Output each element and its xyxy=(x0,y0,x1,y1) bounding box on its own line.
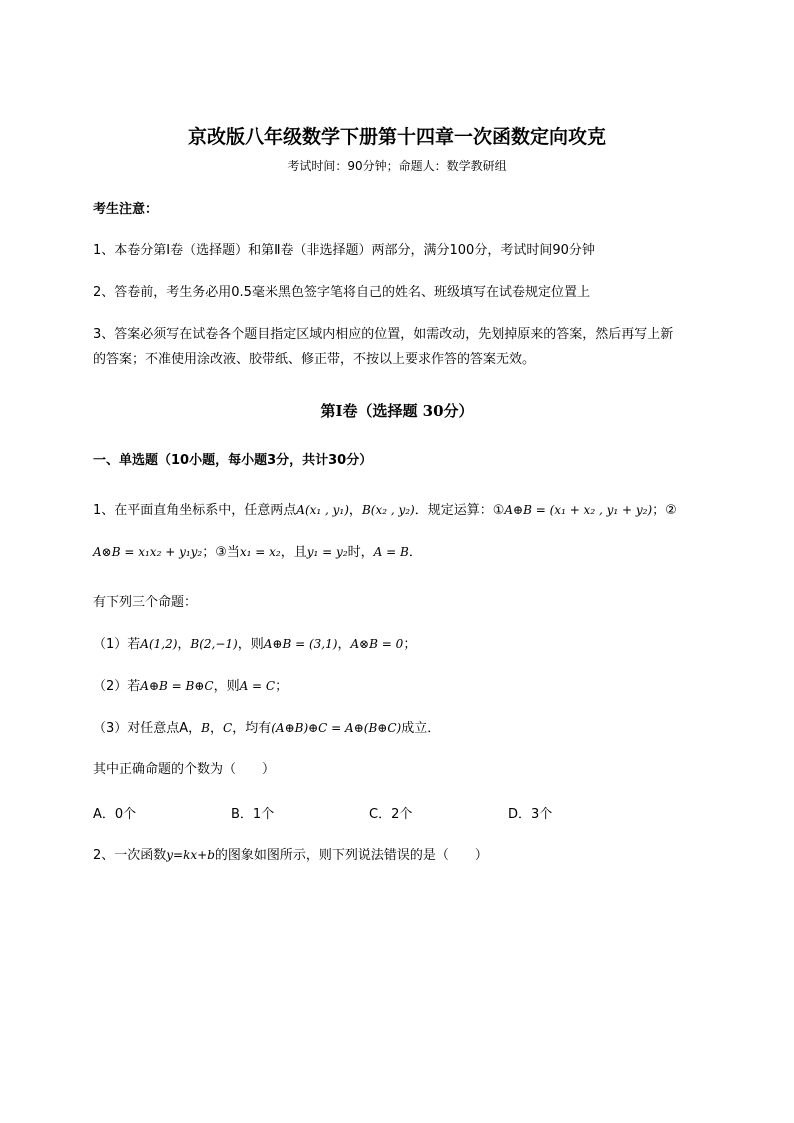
p1-point-b: B(2,−1) xyxy=(190,637,238,651)
p3-comma: ， xyxy=(210,721,224,736)
q1-sep2: ；② xyxy=(652,503,677,518)
q1-and: ，且 xyxy=(280,545,307,560)
notice-item-2: 2、答卷前，考生务必用0.5毫米黑色签字笔将自己的姓名、班级填写在试卷规定位置上 xyxy=(93,285,590,300)
q1-props-intro: 有下列三个命题： xyxy=(93,595,198,610)
p1-sum: A⊕B = (3,1) xyxy=(263,637,338,651)
notice-item-3-cont: 的答案；不准使用涂改液、胶带纸、修正带，不按以上要求作答的答案无效。 xyxy=(93,352,536,367)
p2-end: ； xyxy=(275,679,289,694)
p1-then: ，则 xyxy=(237,637,264,652)
p3-end: 成立． xyxy=(401,721,441,736)
q1-op-sum: A⊕B = (x₁ + x₂ , y₁ + y₂) xyxy=(504,503,653,517)
q1-intro-text: 1、在平面直角坐标系中，任意两点 xyxy=(93,503,297,518)
p1-point-a: A(1,2) xyxy=(140,637,178,651)
p2-eq: A⊕B = B⊕C xyxy=(140,679,214,693)
q1-comma: ， xyxy=(348,503,362,518)
q1-cond-x: x₁ = x₂ xyxy=(239,545,281,559)
q2-suffix: 的图象如图所示，则下列说法错误的是（ ） xyxy=(214,848,488,863)
p3-eq: (A⊕B)⊕C = A⊕(B⊕C) xyxy=(271,721,402,735)
p2-res: A = C xyxy=(239,679,276,693)
exam-subtitle: 考试时间：90分钟；命题人：数学教研组 xyxy=(287,159,507,173)
q1-point-a: A(x₁ , y₁) xyxy=(296,503,349,517)
p1-label: （1）若 xyxy=(93,637,141,652)
p1-end: ； xyxy=(403,637,417,652)
q1-result: A = B xyxy=(373,545,409,559)
notice-item-1: 1、本卷分第I卷（选择题）和第Ⅱ卷（非选择题）两部分，满分100分，考试时间90分钟 xyxy=(93,243,595,258)
q1-prop-3 xyxy=(93,718,440,739)
notice-heading: 考生注意： xyxy=(93,202,159,217)
q1-option-c[interactable]: C．2个 xyxy=(369,807,413,822)
q1-option-b[interactable]: B．1个 xyxy=(231,807,275,822)
q1-rule-text: ．规定运算：① xyxy=(414,503,505,518)
p3-all: ，均有 xyxy=(232,721,272,736)
q1-sep3: ；③当 xyxy=(202,545,240,560)
q2-formula: y=kx+b xyxy=(166,848,215,862)
q1-option-d[interactable]: D．3个 xyxy=(508,807,553,822)
q1-then: 时， xyxy=(347,545,374,560)
p1-comma: ， xyxy=(177,637,191,652)
p3-b: B xyxy=(201,721,210,735)
q1-question: 其中正确命题的个数为（ ） xyxy=(93,762,276,777)
q2-stem xyxy=(93,845,488,866)
p3-c: C xyxy=(223,721,233,735)
q2-prefix: 2、一次函数 xyxy=(93,848,167,863)
q1-point-b: B(x₂ , y₂) xyxy=(361,503,415,517)
q1-cond-y: y₁ = y₂ xyxy=(306,545,348,559)
q1-prop-1 xyxy=(93,634,416,655)
q1-option-a[interactable]: A．0个 xyxy=(93,807,137,822)
q1-period: ． xyxy=(408,545,422,560)
p2-label: （2）若 xyxy=(93,679,141,694)
part-heading: 一、单选题（10小题，每小题3分，共计30分） xyxy=(93,453,373,468)
p1-prod: A⊗B = 0 xyxy=(350,637,404,651)
p1-comma2: ， xyxy=(337,637,351,652)
q1-intro xyxy=(93,500,677,521)
q1-rules xyxy=(93,542,422,563)
q1-op-prod: A⊗B = x₁x₂ + y₁y₂ xyxy=(93,545,203,559)
page-title: 京改版八年级数学下册第十四章一次函数定向攻克 xyxy=(187,126,606,148)
q1-prop-2 xyxy=(93,676,288,697)
p2-then: ，则 xyxy=(213,679,240,694)
notice-item-3: 3、答案必须写在试卷各个题目指定区域内相应的位置，如需改动，先划掉原来的答案，然后再写上新 xyxy=(93,327,674,342)
section-title: 第I卷（选择题 30分） xyxy=(320,402,474,420)
p3-label: （3）对任意点A， xyxy=(93,721,202,736)
